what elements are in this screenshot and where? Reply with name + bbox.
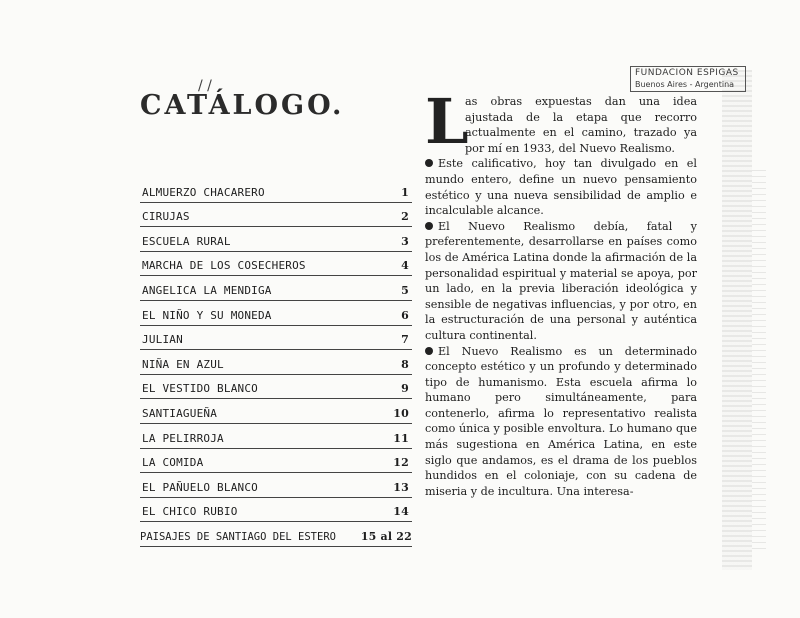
item-title: ANGELICA LA MENDIGA [142, 283, 272, 297]
item-number: 2 [401, 210, 409, 224]
paragraph [425, 85, 697, 158]
item-title: EL NIÑO Y SU MONEDA [142, 308, 272, 322]
catalog-item [140, 301, 412, 326]
stamp-line-2: Buenos Aires - Argentina [635, 80, 735, 89]
item-title: ALMUERZO CHACARERO [142, 185, 265, 199]
paragraph-text: El Nuevo Realismo debía, fatal y preferentemente, desarrollarse en países como los de América Latina donde la afirmación de la personalidad espiritual y material se apoya, por un lado, en la previa liberación ideológica y sensible de negativas influencias, y por otro, en la estructuración de una personal y auténtica cultura continental. [425, 219, 697, 342]
item-title: SANTIAGUEÑA [142, 406, 218, 420]
item-title: PAISAJES DE SANTIAGO DEL ESTERO [140, 530, 336, 543]
item-number: 8 [401, 357, 409, 371]
catalog-item [140, 350, 412, 375]
item-title: CIRUJAS [142, 210, 190, 224]
pen-mark: / / [198, 78, 212, 94]
catalog-item [140, 449, 412, 474]
paragraph [425, 344, 697, 500]
bullet-icon [425, 222, 433, 230]
item-number: 13 [393, 480, 409, 494]
paragraph [425, 219, 697, 344]
item-number: 15 al 22 [360, 529, 412, 543]
item-number: 9 [401, 382, 409, 396]
paragraph-text: El Nuevo Realismo es un determinado concepto estético y un profundo y determinado tipo de humanismo. Esta escuela afirma lo humano pero simultáneamente, para contenerlo, afirma lo representativo realista como única y posible envoltura. Lo humano que más sugestiona en América Latina, en este siglo que andamos, es el drama de los pueblos hundidos en el coloniaje, con su cadena de miseria y de incultura. Una interesa- [425, 344, 697, 498]
item-title: LA PELIRROJA [142, 431, 224, 445]
catalog-item [140, 178, 412, 203]
catalog-item [140, 252, 412, 277]
catalog-item [140, 473, 412, 498]
catalog-item [140, 522, 412, 547]
scan-noise [752, 170, 766, 550]
item-title: EL PAÑUELO BLANCO [142, 480, 258, 494]
drop-cap: L [425, 85, 469, 158]
catalog-item [140, 399, 412, 424]
item-number: 14 [393, 505, 409, 519]
catalog-item [140, 424, 412, 449]
paragraph-text: as obras expuestas dan una idea ajustada de la etapa que recorro actualmente en el camino, trazado ya por mí en 1933, del Nuevo Realismo. [465, 95, 697, 155]
item-title: ESCUELA RURAL [142, 234, 231, 248]
catalog-item [140, 227, 412, 252]
paragraph-text: Este calificativo, hoy tan divulgado en el mundo entero, define un nuevo pensamiento estético y una nueva sensibilidad de amplio e incalculable alcance. [425, 157, 697, 218]
item-title: JULIAN [142, 333, 183, 347]
catalog-item [140, 326, 412, 351]
institution-stamp [630, 66, 746, 92]
item-title: EL VESTIDO BLANCO [142, 382, 258, 396]
item-number: 12 [393, 456, 409, 470]
paragraph [425, 156, 697, 218]
catalog-item [140, 203, 412, 228]
item-number: 1 [401, 185, 409, 199]
item-number: 5 [401, 283, 409, 297]
item-number: 3 [401, 234, 409, 248]
stamp-line-1: FUNDACION ESPIGAS [635, 68, 739, 78]
bullet-icon [425, 347, 433, 355]
item-number: 4 [401, 259, 409, 273]
item-title: MARCHA DE LOS COSECHEROS [142, 259, 306, 273]
item-number: 10 [393, 406, 409, 420]
intro-text [425, 85, 697, 499]
item-number: 7 [401, 333, 409, 347]
bullet-icon [425, 159, 433, 167]
item-title: NIÑA EN AZUL [142, 357, 224, 371]
catalog-item [140, 498, 412, 523]
item-number: 11 [393, 431, 409, 445]
item-number: 6 [401, 308, 409, 322]
item-title: LA COMIDA [142, 456, 204, 470]
catalog-list [140, 178, 412, 547]
catalog-title: CATÁLOGO. [140, 90, 345, 121]
scan-noise [722, 70, 752, 570]
catalog-item [140, 375, 412, 400]
item-title: EL CHICO RUBIO [142, 505, 238, 519]
catalog-item [140, 276, 412, 301]
